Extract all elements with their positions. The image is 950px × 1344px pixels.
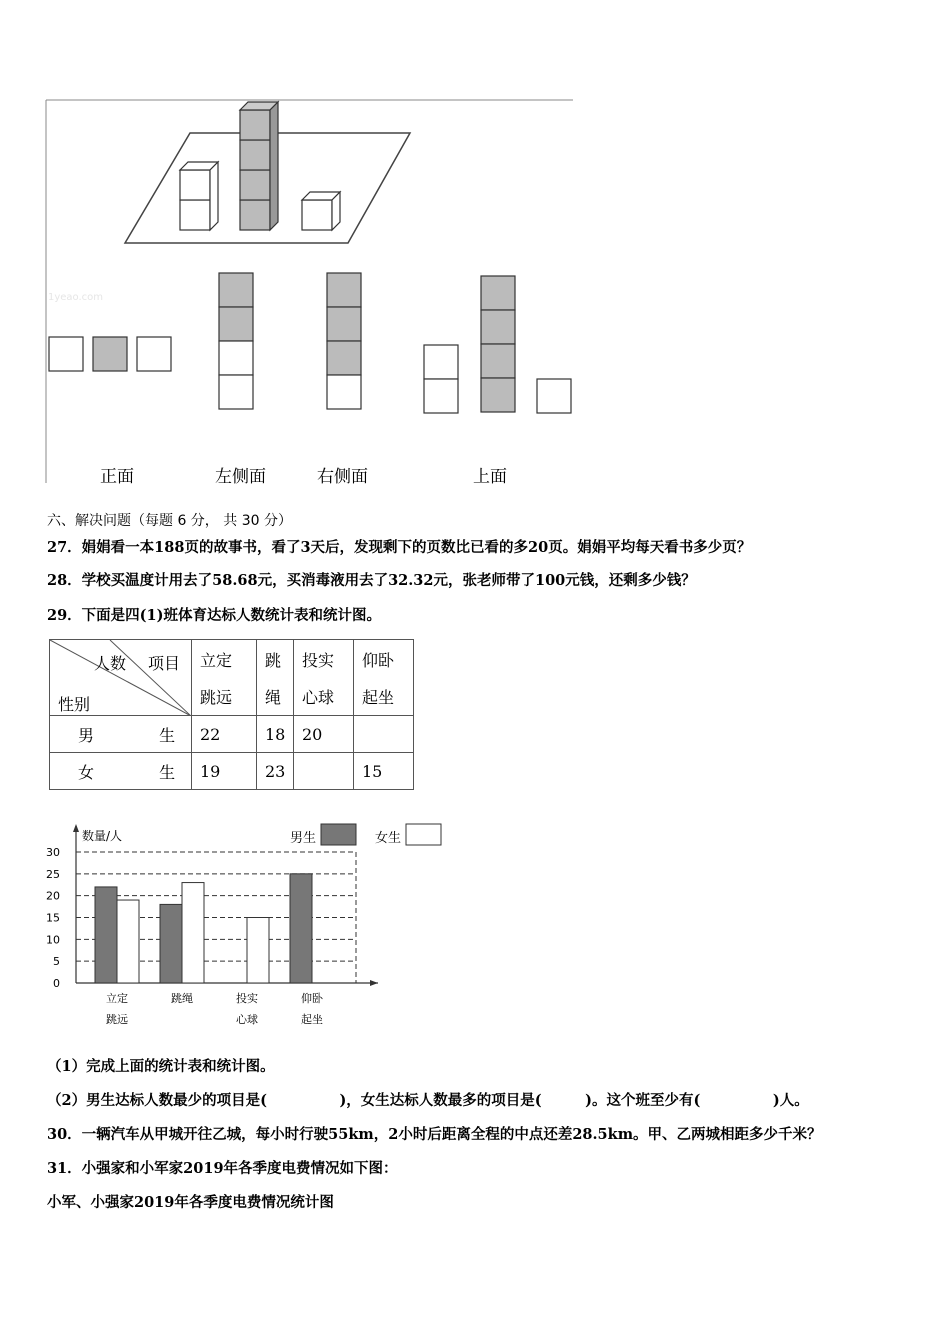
column-header-line1: 投实 <box>302 650 335 670</box>
y-axis-arrow <box>73 824 79 832</box>
header-gender: 性别 <box>58 695 91 714</box>
table-cell: 23 <box>257 753 294 790</box>
x-axis-arrow <box>370 980 378 986</box>
question-31: 31．小强家和小军家2019年各季度电费情况如下图： <box>47 1160 398 1177</box>
label-front-view: 正面 <box>100 467 134 487</box>
legend-label: 女生 <box>375 831 402 846</box>
bar <box>160 904 182 983</box>
question-29: 29．下面是四(1)班体育达标人数统计表和统计图。 <box>47 607 381 624</box>
x-tick-label: 投实 <box>236 992 258 1005</box>
y-tick-label: 30 <box>46 846 60 859</box>
cube-single-right <box>302 192 340 230</box>
left-view <box>219 273 253 409</box>
x-tick-label: 心球 <box>236 1013 258 1026</box>
question-27: 27．娟娟看一本188页的故事书，看了3天后，发现剩下的页数比已看的多20页。娟娟平均每天看书多少页？ <box>47 539 752 556</box>
watermark: 1yeao.com <box>48 292 104 303</box>
question-28: 28．学校买温度计用去了58.68元，买消毒液用去了32.32元，张老师带了100元钱，还剩多少钱？ <box>47 572 696 589</box>
y-tick-label: 10 <box>46 933 60 947</box>
x-tick-label: 跳远 <box>106 1013 128 1026</box>
label-left-view: 左侧面 <box>215 467 266 487</box>
x-tick-label: 起坐 <box>301 1013 323 1026</box>
row-label-b: 生 <box>159 762 176 782</box>
table-cell <box>354 716 414 753</box>
column-header-line2: 心球 <box>302 687 335 707</box>
row-label <box>50 753 192 790</box>
legend-label: 男生 <box>290 831 317 846</box>
right-view <box>327 273 361 409</box>
label-top-view: 上面 <box>473 467 507 487</box>
bar <box>290 874 312 983</box>
stats-table <box>49 639 414 790</box>
y-tick-label: 20 <box>46 889 60 903</box>
row-label-b: 生 <box>159 725 176 745</box>
cube-views-figure <box>40 95 580 490</box>
legend-swatch <box>321 824 356 845</box>
header-count: 人数 <box>94 654 127 673</box>
row-label-a: 男 <box>78 725 95 745</box>
column-header-line1: 立定 <box>200 650 233 670</box>
x-tick-label: 立定 <box>106 992 128 1005</box>
table-cell: 22 <box>192 716 257 753</box>
legend-swatch <box>406 824 441 845</box>
row-label <box>50 716 192 753</box>
y-tick-label: 15 <box>46 911 60 925</box>
y-axis-label: 数量/人 <box>82 829 123 843</box>
bar <box>117 900 139 983</box>
y-tick-label: 25 <box>46 867 60 881</box>
bar <box>247 918 269 984</box>
x-tick-label: 仰卧 <box>301 992 323 1005</box>
sub-question-2: （2）男生达标人数最少的项目是( )，女生达标人数最多的项目是( )。这个班至少有( )人。 <box>47 1092 809 1109</box>
bar-chart <box>40 818 460 1033</box>
top-view <box>424 276 571 413</box>
column-header-line1: 跳 <box>265 650 282 670</box>
header-item: 项目 <box>148 654 181 673</box>
section-6-header: 六、解决问题（每题 6 分， 共 30 分） <box>47 513 292 529</box>
y-tick-label: 5 <box>53 955 60 969</box>
table-row <box>50 753 414 790</box>
table-cell: 18 <box>257 716 294 753</box>
sub-question-1: （1）完成上面的统计表和统计图。 <box>47 1058 275 1075</box>
cube-stack-left <box>180 162 218 230</box>
table-cell: 15 <box>354 753 414 790</box>
label-right-view: 右侧面 <box>317 467 368 487</box>
y-tick-label: 0 <box>53 977 60 990</box>
front-view <box>49 337 171 371</box>
table-cell: 19 <box>192 753 257 790</box>
question-31-chart-caption: 小军、小强家2019年各季度电费情况统计图 <box>47 1194 334 1211</box>
cube-stack-middle <box>240 102 278 230</box>
bar <box>182 883 204 983</box>
column-header <box>192 640 257 716</box>
column-header-line2: 绳 <box>265 687 282 707</box>
table-header-diagonal-cell <box>50 640 192 716</box>
table-cell <box>294 753 354 790</box>
column-header <box>354 640 414 716</box>
column-header <box>257 640 294 716</box>
table-row <box>50 716 414 753</box>
column-header-line2: 跳远 <box>200 687 233 707</box>
bar <box>95 887 117 983</box>
column-header-line2: 起坐 <box>362 687 395 707</box>
question-30: 30．一辆汽车从甲城开往乙城，每小时行驶55km，2小时后距离全程的中点还差28.5km。甲、乙两城相距多少千米？ <box>47 1126 822 1143</box>
column-header <box>294 640 354 716</box>
column-header-line1: 仰卧 <box>362 650 395 670</box>
row-label-a: 女 <box>78 762 95 782</box>
table-cell: 20 <box>294 716 354 753</box>
x-tick-label: 跳绳 <box>171 992 193 1005</box>
